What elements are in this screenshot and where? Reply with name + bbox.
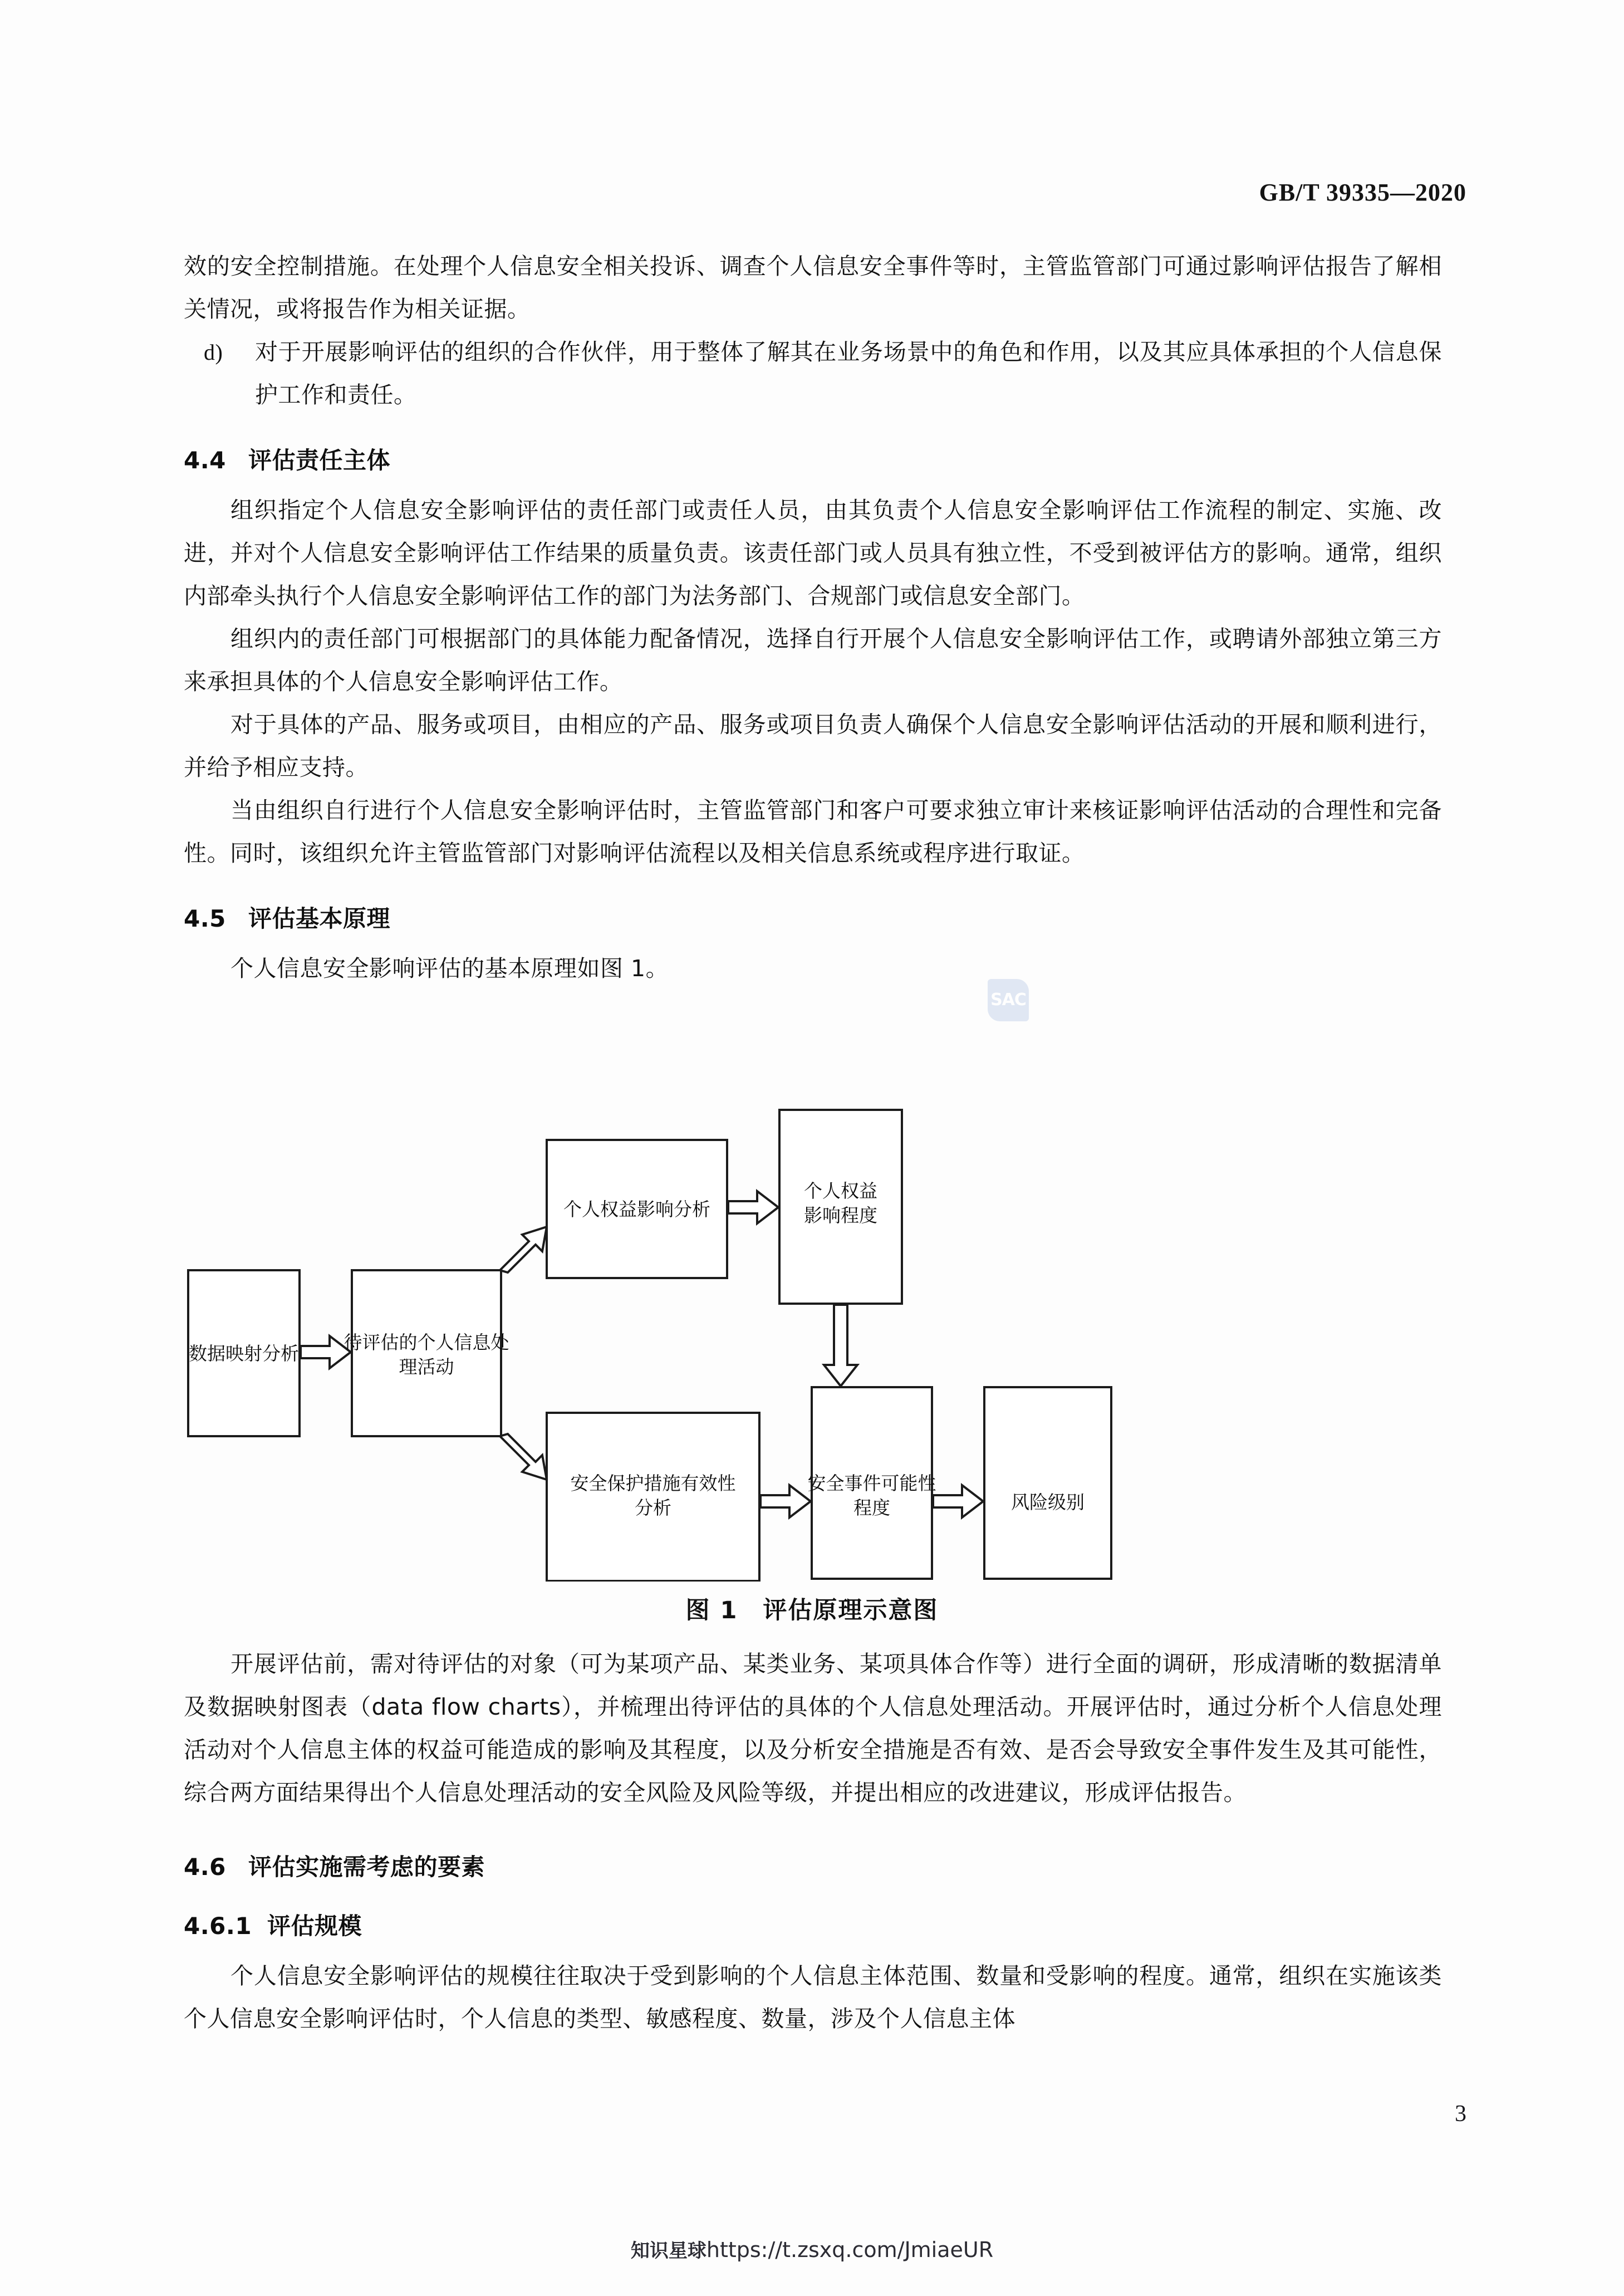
list-marker-d: d) (204, 340, 223, 365)
assessment-principle-flowchart (184, 1105, 1448, 1582)
heading-4-4-title: 评估责任主体 (248, 447, 391, 474)
heading-4-4 (184, 442, 1442, 476)
node-processing-activity-label-line2: 理活动 (399, 1356, 454, 1378)
arrow-mapping-to-activity (301, 1336, 351, 1368)
arrow-activity-to-protection-analysis (500, 1434, 547, 1480)
node-risk-level-box (984, 1387, 1111, 1579)
heading-4-4-number: 4.4 (184, 447, 226, 474)
node-processing-activity-box (352, 1270, 501, 1436)
arrow-activity-to-rights-analysis (500, 1227, 547, 1272)
figure-1-diagram (184, 1105, 1448, 1582)
node-rights-impact-degree-label-line1: 个人权益 (804, 1180, 877, 1202)
node-risk-level-label: 风险级别 (1011, 1491, 1085, 1513)
node-incident-likelihood-label-line1: 安全事件可能性 (807, 1472, 936, 1494)
heading-4-6-1-title: 评估规模 (267, 1912, 362, 1940)
heading-4-6-number: 4.6 (184, 1853, 226, 1881)
paragraph-4-6-1-body: 个人信息安全影响评估的规模往往取决于受到影响的个人信息主体范围、数量和受影响的程度。通常，组织在实施该类个人信息安全影响评估时，个人信息的类型、敏感程度、数量，涉及个人信息主体 (184, 1962, 1442, 2032)
node-protection-effectiveness-label-line2: 分析 (635, 1497, 671, 1519)
figure-1-caption: 图 1 评估原理示意图 (685, 1597, 939, 1624)
text-column (184, 245, 1442, 990)
text-column-lower (184, 1643, 1442, 2040)
heading-4-5 (184, 900, 1442, 934)
paragraph-4-4-2: 组织内的责任部门可根据部门的具体能力配备情况，选择自行开展个人信息安全影响评估工作，或聘请外部独立第三方来承担具体的个人信息安全影响评估工作。 (184, 625, 1442, 695)
list-item-d-text: 对于开展影响评估的组织的合作伙伴，用于整体了解其在业务场景中的角色和作用，以及其应具体承担的个人信息保护工作和责任。 (255, 339, 1442, 408)
arrow-analysis-to-rights-degree (728, 1191, 778, 1223)
standard-number: GB/T 39335—2020 (1259, 179, 1466, 206)
node-incident-likelihood-label-line2: 程度 (853, 1497, 890, 1519)
paragraph-4-4-1: 组织指定个人信息安全影响评估的责任部门或责任人员，由其负责个人信息安全影响评估工作流程的制定、实施、改进，并对个人信息安全影响评估工作结果的质量负责。该责任部门或人员具有独立性，不受到被评估方的影响。通常，组织内部牵头执行个人信息安全影响评估工作的部门为法务部门、合规部门或信息安全部门。 (184, 497, 1442, 609)
heading-4-6 (184, 1849, 1442, 1882)
node-processing-activity-label-line1: 待评估的个人信息处 (344, 1331, 509, 1353)
arrow-incident-to-risk-level (933, 1485, 983, 1517)
page-number: 3 (1455, 2101, 1466, 2127)
arrow-protection-to-incident-degree (761, 1485, 811, 1517)
node-protection-effectiveness-label-line1: 安全保护措施有效性 (570, 1472, 736, 1494)
heading-4-6-title: 评估实施需考虑的要素 (248, 1853, 485, 1881)
page-header (0, 178, 1624, 207)
paragraph-4-4-4: 当由组织自行进行个人信息安全影响评估时，主管监管部门和客户可要求独立审计来核证影响评估活动的合理性和完备性。同时，该组织允许主管监管部门对影响评估流程以及相关信息系统或程序进行取证。 (184, 797, 1442, 866)
heading-4-6-1 (184, 1908, 1442, 1941)
footer-brand-label: 知识星球 (630, 2240, 706, 2262)
paragraph-continued: 效的安全控制措施。在处理个人信息安全相关投诉、调查个人信息安全事件等时，主管监管部门可通过影响评估报告了解相关情况，或将报告作为相关证据。 (184, 253, 1442, 322)
node-data-mapping-label: 数据映射分析 (189, 1343, 299, 1364)
heading-4-6-1-number: 4.6.1 (184, 1912, 252, 1940)
sac-watermark: SAC (988, 979, 1029, 1021)
list-item-d (184, 331, 1442, 417)
arrow-rights-degree-to-incident-degree (824, 1305, 857, 1386)
node-rights-impact-degree-label-line2: 影响程度 (804, 1205, 877, 1226)
footer-url-text: https://t.zsxq.com/JmiaeUR (706, 2238, 994, 2262)
paragraph-4-4-3: 对于具体的产品、服务或项目，由相应的产品、服务或项目负责人确保个人信息安全影响评估活动的开展和顺利进行，并给予相应支持。 (184, 711, 1442, 781)
node-rights-impact-analysis-label: 个人权益影响分析 (563, 1198, 710, 1220)
paragraph-4-5-body: 开展评估前，需对待评估的对象（可为某项产品、某类业务、某项具体合作等）进行全面的调研，形成清晰的数据清单及数据映射图表（data flow charts），并梳理出待评估的具体的个人信息处理活动。开展评估时，通过分析个人信息处理活动对个人信息主体的权益可能造成的影响及其程度，以及分析安全措施是否有效、是否会导致安全事件发生及其可能性，综合两方面结果得出个人信息处理活动的安全风险及风险等级，并提出相应的改进建议，形成评估报告。 (184, 1651, 1442, 1806)
heading-4-5-title: 评估基本原理 (248, 905, 391, 932)
footer-watermark (0, 2235, 1624, 2263)
paragraph-4-5-intro: 个人信息安全影响评估的基本原理如图 1。 (230, 955, 669, 982)
heading-4-5-number: 4.5 (184, 905, 226, 932)
